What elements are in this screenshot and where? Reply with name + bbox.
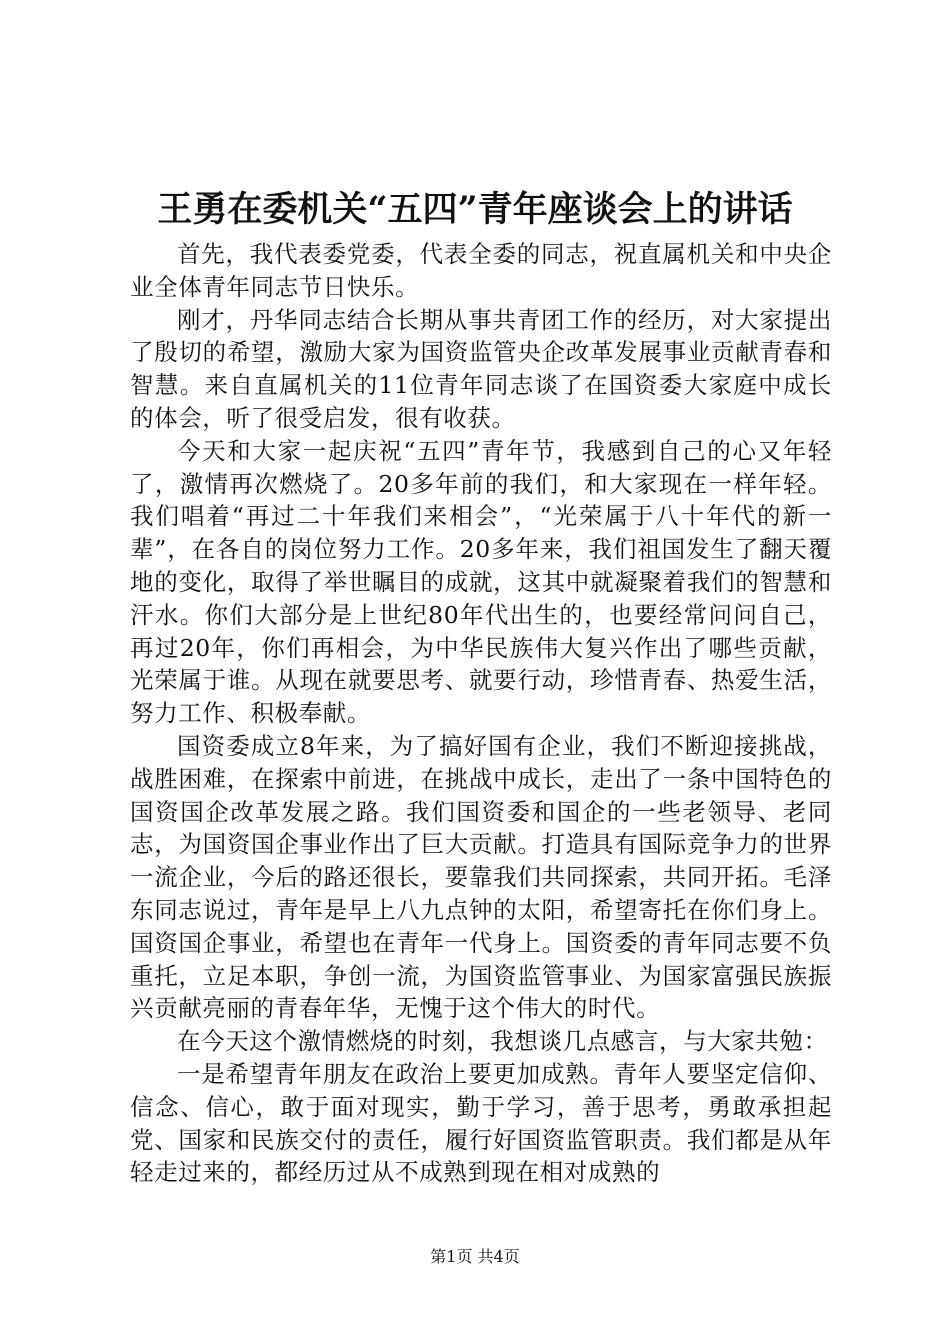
- document-body: [130, 238, 832, 1189]
- paragraph-greeting: 首先，我代表委党委，代表全委的同志，祝直属机关和中央企业全体青年同志节日快乐。: [130, 240, 832, 301]
- paragraph-intro-points: 在今天这个激情燃烧的时刻，我想谈几点感言，与大家共勉：: [177, 1027, 828, 1056]
- paragraph-danhua-remarks: 刚才，丹华同志结合长期从事共青团工作的经历，对大家提出了殷切的希望，激励大家为国资监管央企改革发展事业贡献青春和智慧。来自直属机关的11位青年同志谈了在国资委大家庭中成长的体会，听了很受启发，很有收获。: [130, 305, 832, 432]
- paragraph-sasac-history: 国资委成立8年来，为了搞好国有企业，我们不断迎接挑战，战胜困难，在探索中前进，在挑战中成长，走出了一条中国特色的国资国企改革发展之路。我们国资委和国企的一些老领导、老同志，为国资国企事业作出了巨大贡献。打造具有国际竞争力的世界一流企业，今后的路还很长，要靠我们共同探索，共同开拓。毛泽东同志说过，青年是早上八九点钟的太阳，希望寄托在你们身上。国资国企事业，希望也在青年一代身上。国资委的青年同志要不负重托，立足本职，争创一流，为国资监管事业、为国家富强民族振兴贡献亮丽的青春年华，无愧于这个伟大的时代。: [130, 731, 832, 1023]
- paragraph-youth-day: 今天和大家一起庆祝“五四”青年节，我感到自己的心又年轻了，激情再次燃烧了。20多年前的我们，和大家现在一样年轻。我们唱着“再过二十年我们来相会”，“光荣属于八十年代的新一辈”，在各自的岗位努力工作。20多年来，我们祖国发生了翻天覆地的变化，取得了举世瞩目的成就，这其中就凝聚着我们的智慧和汗水。你们大部分是上世纪80年代出生的，也要经常问问自己，再过20年，你们再相会，为中华民族伟大复兴作出了哪些贡献，光荣属于谁。从现在就要思考、就要行动，珍惜青春、热爱生活，努力工作、积极奉献。: [130, 436, 832, 728]
- document-title: 王勇在委机关“五四”青年座谈会上的讲话: [157, 189, 793, 230]
- paragraph-point-one: 一是希望青年朋友在政治上要更加成熟。青年人要坚定信仰、信念、信心，敢于面对现实，勤于学习，善于思考，勇敢承担起党、国家和民族交付的责任，履行好国资监管职责。我们都是从年轻走过来的，都经历过从不成熟到现在相对成熟的: [130, 1059, 832, 1187]
- page-number-footer: 第1页 共4页: [430, 1247, 520, 1266]
